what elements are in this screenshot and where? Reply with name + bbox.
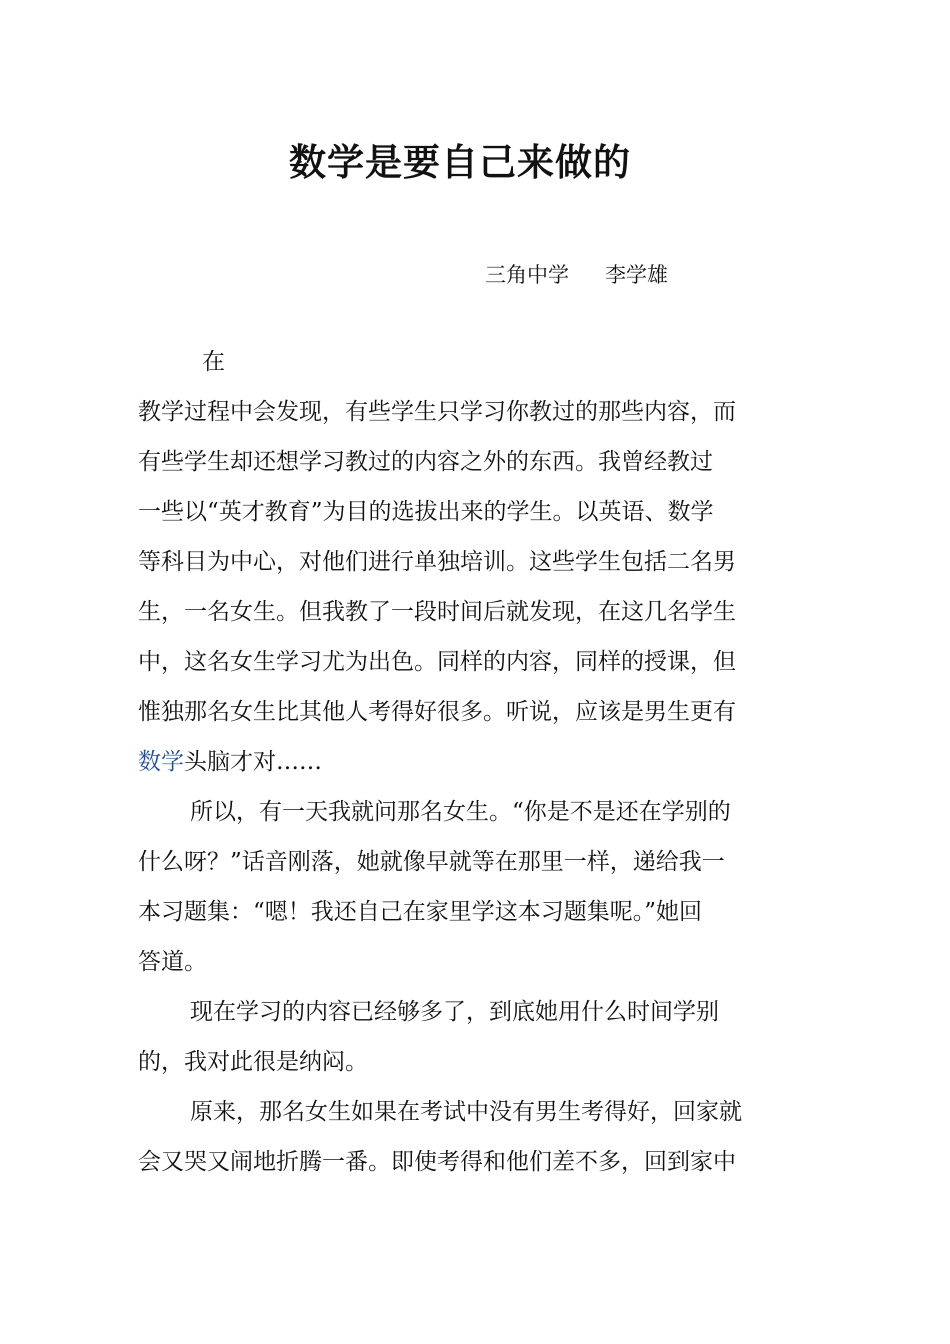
author-school: 三角中学 [485,263,569,287]
text-line [138,745,790,795]
text-line: 什么呀？”话音刚落，她就像早就等在那里一样，递给我一 [138,849,725,875]
text-line: 一些以“英才教育”为目的选拔出来的学生。以英语、数学 [138,499,714,525]
text-line: 所以，有一天我就问那名女生。“你是不是还在学别的 [190,799,731,825]
math-link[interactable]: 数学 [138,749,184,775]
text-line: 会又哭又闹地折腾一番。即使考得和他们差不多，回到家中 [138,1149,736,1175]
text-line: 的，我对此很是纳闷。 [138,1049,368,1075]
text-line: 现在学习的内容已经够多了，到底她用什么时间学别 [190,999,719,1025]
article-body [138,345,790,1195]
text-line: 原来，那名女生如果在考试中没有男生考得好，回家就 [190,1099,742,1125]
text-line: 本习题集：“嗯！我还自己在家里学这本习题集呢。”她回 [138,899,703,925]
text-line: 有些学生却还想学习教过的内容之外的东西。我曾经教过 [138,449,713,475]
author-byline [485,260,668,290]
text-line: 惟独那名女生比其他人考得好很多。听说，应该是男生更有 [138,699,736,725]
text-line: 在 [202,349,225,375]
author-name: 李学雄 [605,263,668,287]
text-line: 中，这名女生学习尤为出色。同样的内容，同样的授课，但 [138,649,736,675]
text-line: 生，一名女生。但我教了一段时间后就发现，在这几名学生 [138,599,736,625]
text-line: 教学过程中会发现，有些学生只学习你教过的那些内容，而 [138,399,736,425]
document-title: 数学是要自己来做的 [289,141,631,184]
text-line: 等科目为中心，对他们进行单独培训。这些学生包括二名男 [138,549,736,575]
text-span: 头脑才对…… [184,749,322,775]
text-line: 答道。 [138,949,207,975]
